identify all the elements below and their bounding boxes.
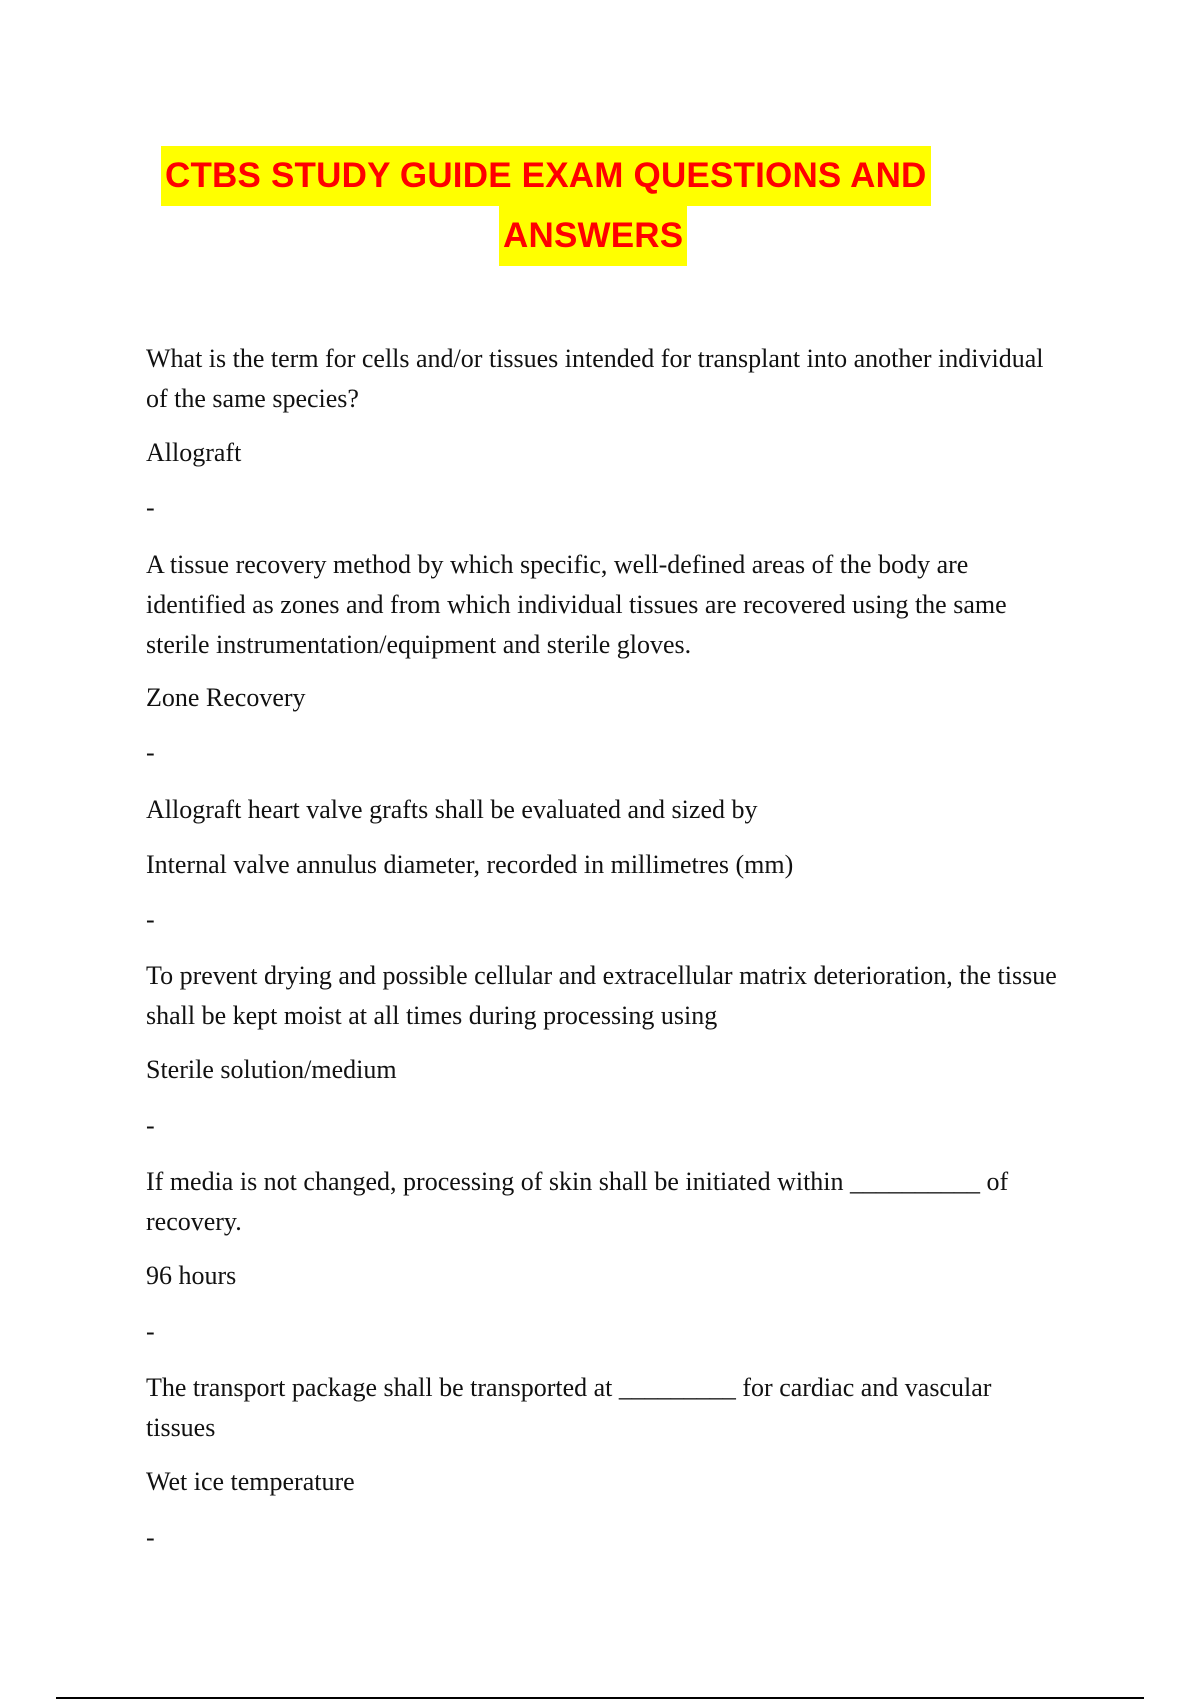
question-5: If media is not changed, processing of skin shall be initiated within __________ of recovery. (146, 1167, 1009, 1236)
answer-6: Wet ice temperature (146, 1467, 355, 1496)
question-4: To prevent drying and possible cellular and extracellular matrix deterioration, the tissue shall be kept moist at all times during processing using (146, 961, 1057, 1030)
title-line-2: ANSWERS (499, 206, 687, 266)
question-3: Allograft heart valve grafts shall be evaluated and sized by (146, 795, 758, 824)
answer-3: Internal valve annulus diameter, recorded in millimetres (mm) (146, 850, 794, 879)
question-6: The transport package shall be transported at _________ for cardiac and vascular tissues (146, 1373, 992, 1442)
separator-4: - (146, 1111, 155, 1140)
separator-1: - (146, 493, 155, 522)
bottom-rule (56, 1697, 1144, 1699)
separator-6: - (146, 1523, 155, 1552)
question-1: What is the term for cells and/or tissues intended for transplant into another individual of the same species? (146, 344, 1044, 413)
separator-2: - (146, 738, 155, 767)
question-2: A tissue recovery method by which specific, well-defined areas of the body are identified as zones and from which individual tissues are recovered using the same sterile instrumentation/equipment and sterile gloves. (146, 550, 1007, 659)
answer-1: Allograft (146, 438, 242, 467)
answer-5: 96 hours (146, 1261, 237, 1290)
separator-3: - (146, 905, 155, 934)
answer-2: Zone Recovery (146, 683, 306, 712)
answer-4: Sterile solution/medium (146, 1055, 397, 1084)
title-line-1: CTBS STUDY GUIDE EXAM QUESTIONS AND (161, 146, 931, 206)
separator-5: - (146, 1317, 155, 1346)
